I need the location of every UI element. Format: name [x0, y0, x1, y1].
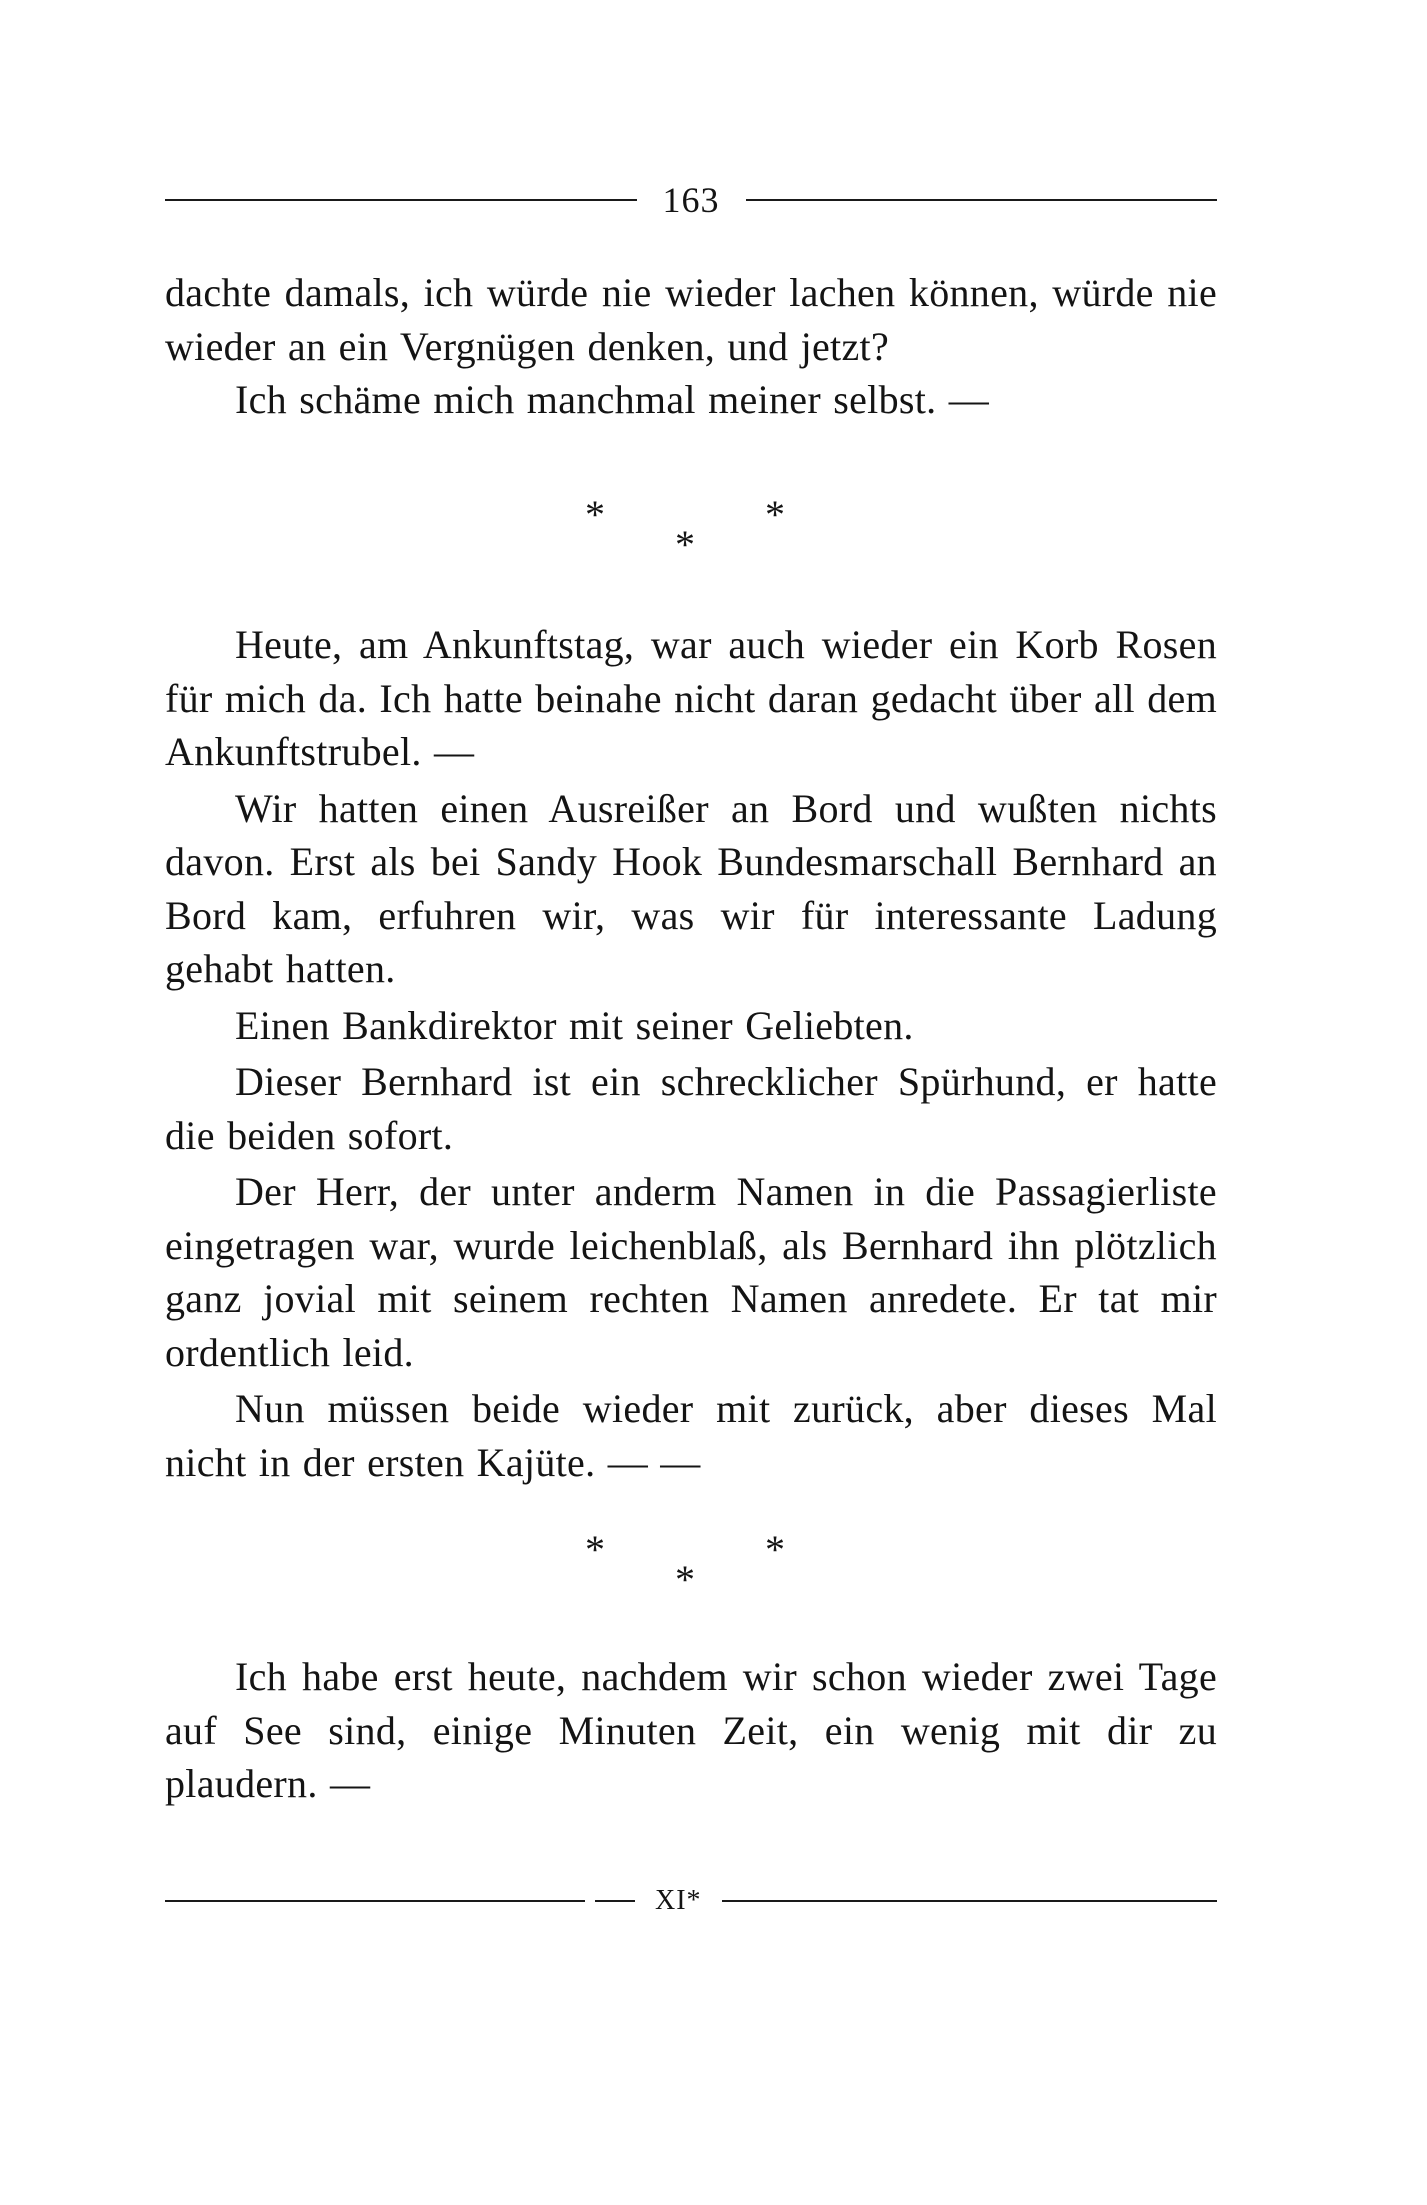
- section-separator-asterism: [565, 492, 825, 575]
- paragraph: Ich schäme mich manchmal meiner selbst. —: [235, 377, 990, 422]
- asterisk: *: [675, 522, 695, 567]
- paragraph: Einen Bankdirektor mit seiner Geliebten.: [235, 1002, 914, 1048]
- paragraph: Dieser Bernhard ist ein schrecklicher Spürhund, er hatte die beiden sofort.: [165, 1059, 1217, 1158]
- paragraph: Wir hatten einen Ausreißer an Bord und wußten nichts davon. Erst als bei Sandy Hook Bundesmarschall Bernhard an Bord kam, erfuhren wir, was wir für interessante Ladung gehabt hatten.: [165, 785, 1217, 991]
- text-section-1: [165, 266, 1217, 427]
- paragraph: Der Herr, der unter anderm Namen in die Passagierliste eingetragen war, wurde leichenblaß, als Bernhard ihn plötzlich ganz jovial mit seinem rechten Namen anredete. Er tat mir ordentlich leid.: [165, 1169, 1217, 1375]
- signature-mark: XI*: [655, 1885, 702, 1916]
- page-header: [165, 180, 1217, 220]
- asterisk: *: [765, 492, 785, 537]
- footer-rule-mid: [595, 1900, 635, 1902]
- paragraph: dachte damals, ich würde nie wieder lachen können, würde nie wieder an ein Vergnügen denken, und jetzt?: [165, 270, 1217, 369]
- paragraph: Heute, am Ankunftstag, war auch wieder ein Korb Rosen für mich da. Ich hatte beinahe nicht daran gedacht über all dem Ankunftstrubel. —: [165, 622, 1217, 774]
- text-section-2: [165, 618, 1217, 1489]
- header-rule-right: [746, 199, 1218, 201]
- asterisk: *: [585, 1527, 605, 1572]
- paragraph: Nun müssen beide wieder mit zurück, aber dieses Mal nicht in der ersten Kajüte. — —: [165, 1386, 1217, 1485]
- page-footer: [165, 1886, 1217, 1916]
- footer-rule-right: [722, 1900, 1217, 1902]
- section-separator-asterism: [565, 1527, 825, 1610]
- text-section-3: [165, 1650, 1217, 1811]
- asterisk: *: [765, 1527, 785, 1572]
- paragraph: Ich habe erst heute, nachdem wir schon wieder zwei Tage auf See sind, einige Minuten Zeit, ein wenig mit dir zu plaudern. —: [165, 1654, 1217, 1806]
- asterisk: *: [675, 1557, 695, 1602]
- footer-rule-left: [165, 1900, 585, 1902]
- header-rule-left: [165, 199, 637, 201]
- asterisk: *: [585, 492, 605, 537]
- page-number: 163: [662, 180, 720, 220]
